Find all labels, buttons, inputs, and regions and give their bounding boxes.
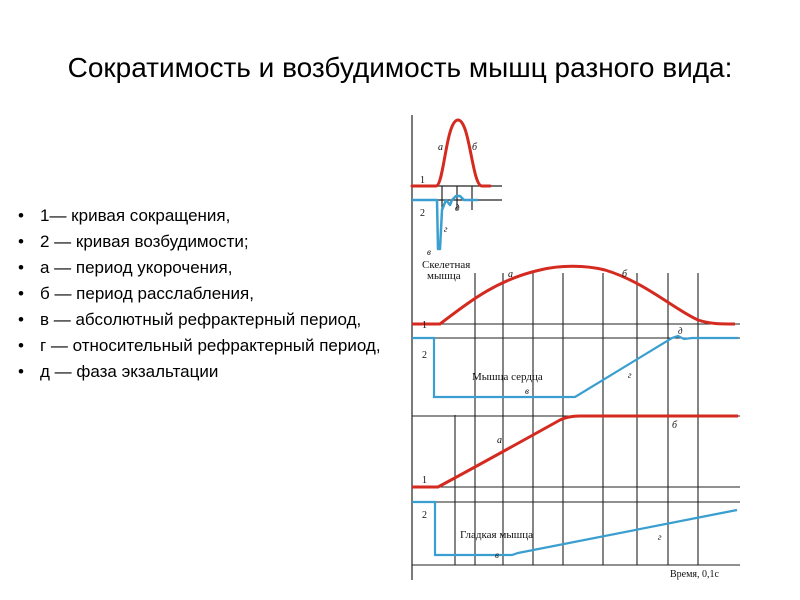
cardiac-label-1: 1 — [422, 320, 427, 331]
smooth-label-2: 2 — [422, 510, 427, 521]
smooth-label-b: б — [672, 420, 678, 431]
skeletal-label-a: а — [438, 142, 443, 153]
smooth-label-1: 1 — [422, 475, 427, 486]
smooth-title: Гладкая мышца — [460, 529, 533, 541]
skeletal-label-d: д — [455, 203, 460, 213]
cardiac-label-a: а — [508, 269, 513, 280]
muscle-curves-figure — [400, 110, 800, 590]
smooth-label-g: г — [658, 532, 662, 542]
legend-list — [14, 205, 394, 387]
skeletal-label-g: г — [444, 224, 448, 234]
skeletal-label-1: 1 — [420, 175, 425, 186]
time-axis-label: Время, 0,1с — [670, 569, 719, 580]
cardiac-grid — [412, 273, 740, 416]
legend-item: • в — абсолютный рефрактерный период, — [14, 309, 394, 330]
skeletal-label-2: 2 — [420, 208, 425, 219]
skeletal-title-line1: Скелетная — [422, 259, 471, 271]
skeletal-excitability-curve — [412, 196, 478, 249]
cardiac-label-d: д — [678, 326, 683, 336]
skeletal-label-v: в — [427, 247, 431, 257]
legend-item: • а — период укорочения, — [14, 257, 394, 278]
cardiac-excitability-curve — [412, 336, 738, 397]
legend-item: • г — относительный рефрактерный период, — [14, 335, 394, 356]
cardiac-title: Мышца сердца — [472, 371, 543, 383]
slide-title: Сократимость и возбудимость мышц разного вида: — [67, 52, 733, 83]
smooth-contraction-curve — [412, 416, 738, 487]
cardiac-label-g: г — [628, 370, 632, 380]
legend-item: • д — фаза экзальтации — [14, 361, 394, 382]
cardiac-label-2: 2 — [422, 350, 427, 361]
cardiac-label-v: в — [525, 386, 529, 396]
smooth-label-v: в — [495, 550, 499, 560]
smooth-label-a: а — [497, 435, 502, 446]
legend-item: • 1— кривая сокращения, — [14, 205, 394, 226]
legend-item: • б — период расслабления, — [14, 283, 394, 304]
legend-item: • 2 — кривая возбудимости; — [14, 231, 394, 252]
skeletal-title-line2: мышца — [427, 270, 461, 282]
cardiac-label-b: б — [622, 269, 628, 280]
skeletal-label-b: б — [472, 142, 478, 153]
